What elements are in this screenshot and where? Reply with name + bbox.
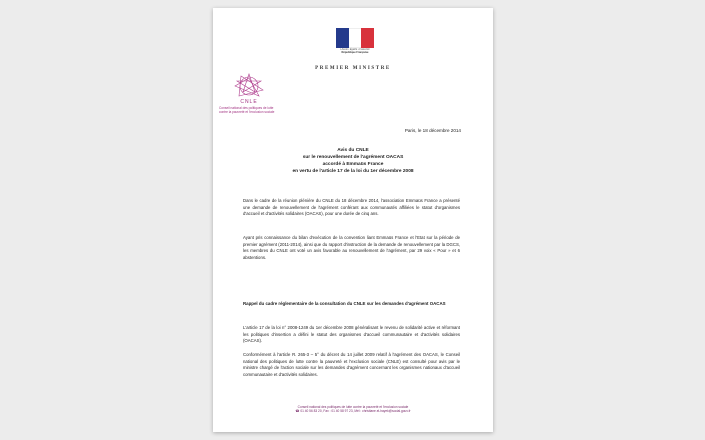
title-line: en vertu de l'article 17 de la loi du 1er décembre 2008 bbox=[292, 169, 414, 174]
paragraph-request: Dans le cadre de la réunion plénière du CNLE du 18 décembre 2014, l'association Emmaüs France a présenté une demande de renouvellement de l'agrément conférant aux communautés affiliées le statut d'organismes d'accueil et d'activités solidaires (OACAS), pour une durée de cinq ans. bbox=[243, 198, 460, 217]
cnle-name-line-1: Conseil national des politiques de lutte bbox=[219, 106, 274, 110]
document-date: Paris, le 18 décembre 2014 bbox=[404, 128, 461, 133]
republique-francaise-logo bbox=[333, 28, 377, 54]
cnle-full-name bbox=[219, 106, 283, 114]
cnle-name-line-2: contre la pauvreté et l'exclusion sociale bbox=[219, 110, 275, 114]
ministry-heading: PREMIER MINISTRE bbox=[315, 66, 391, 71]
cnle-logo-icon bbox=[229, 72, 269, 100]
title-line: sur le renouvellement de l'agrément OACAS bbox=[302, 155, 404, 160]
cnle-acronym: CNLE bbox=[240, 99, 258, 105]
paragraph-decree: Conformément à l'article R. 265-3 – 5° du décret du 14 juillet 2009 relatif à l'agrément des OACAS, le Conseil national des politiques de lutte contre la pauvreté et l'exclusion sociale (CNLE) est consulté pour avis par le ministre chargé de l'action sociale sur les demandes d'agrément concernant les organismes nationaux d'accueil communautaire et d'activités solidaires. bbox=[243, 352, 460, 377]
title-line: accordé à Emmaüs France bbox=[322, 162, 384, 167]
footer-org-name: Conseil national des politiques de lutte contre la pauvreté et l'exclusion sociale bbox=[297, 405, 409, 409]
section-subheading: Rappel du cadre réglementaire de la consultation du CNLE sur les demandes d'agrément OACAS bbox=[243, 301, 446, 306]
paragraph-law-article: L'article 17 de la loi n° 2008-1249 du 1er décembre 2008 généralisant le revenu de solidarité active et réformant les politiques d'insertion a défini le statut des organismes d'accueil communautaire et d'activités solidaires (OACAS). bbox=[243, 325, 460, 344]
republic-name: République Française bbox=[341, 51, 369, 54]
republic-motto: Liberté • Égalité • Fraternité bbox=[340, 48, 370, 51]
french-flag-icon bbox=[336, 28, 374, 48]
document-page bbox=[213, 8, 493, 432]
paragraph-vote: Ayant pris connaissance du bilan d'exécution de la convention liant Emmaüs France et l'Etat sur la période de premier agrément (2011-2014), ainsi que du rapport d'instruction de la demande de renouvellement par la DGCS, les membres du CNLE ont voté un avis favorable au renouvellement de l'agrément, par 29 voix « Pour » et 6 abstentions. bbox=[243, 235, 460, 260]
footer-contact: ☎ 01 40 56 83 20, Fax : 01 40 58 97 23, Mél : christiane.el-hayek@social.gouv.fr bbox=[295, 409, 411, 414]
title-line: Avis du CNLE bbox=[337, 148, 369, 153]
document-title bbox=[213, 147, 493, 175]
document-footer bbox=[213, 405, 493, 414]
